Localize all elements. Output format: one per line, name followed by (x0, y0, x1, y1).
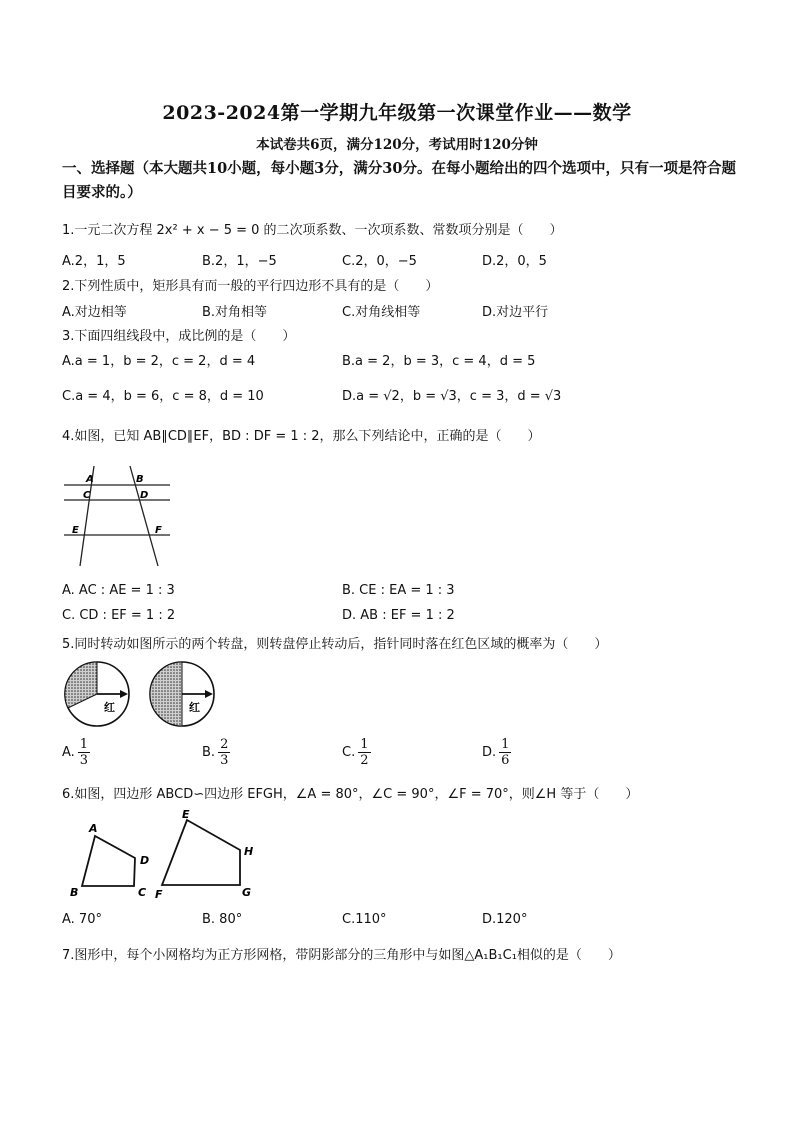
fig6-label-b: B (70, 886, 79, 899)
page-subtitle: 本试卷共6页，满分120分，考试用时120分钟 (256, 137, 538, 153)
fig6-label-c: C (138, 886, 147, 899)
question-7-stem: 7.图形中，每个小网格均为正方形网格，带阴影部分的三角形中与如图△A₁B₁C₁相似的是（ ） (62, 948, 621, 963)
fig4-label-a: A (86, 474, 94, 485)
q4-option-d: D. AB : EF = 1 : 2 (342, 608, 455, 623)
q2-option-d: D.对边平行 (482, 305, 549, 320)
spinner-1-label: 红 (104, 701, 115, 714)
q1-option-d: D.2，0，5 (482, 254, 547, 269)
q6-option-c: C.110° (342, 912, 387, 927)
section-heading: 一、选择题（本大题共10小题，每小题3分，满分30分。在每小题给出的四个选项中，只有一项是符合题目要求的。） (62, 160, 736, 201)
q5-option-b: B. $\frac{2}{3}$ (202, 737, 229, 768)
q2-option-a: A.对边相等 (62, 305, 127, 320)
q3-option-c: C.a = 4，b = 6，c = 8，d = 10 (62, 389, 264, 404)
spinners-figure (62, 660, 220, 730)
q3-option-a: A.a = 1，b = 2，c = 2，d = 4 (62, 354, 256, 369)
fig6-label-d: D (140, 854, 150, 867)
quadrilaterals-figure (62, 806, 272, 904)
q3-option-b: B.a = 2，b = 3，c = 4，d = 5 (342, 354, 536, 369)
q2-option-c: C.对角线相等 (342, 305, 421, 320)
question-4-stem: 4.如图，已知 AB∥CD∥EF，BD : DF = 1 : 2，那么下列结论中，正确的是（ ） (62, 429, 541, 444)
question-1-stem: 1.一元二次方程 2x² + x − 5 = 0 的二次项系数、一次项系数、常数项分别是（ ） (62, 223, 563, 238)
question-5-stem: 5.同时转动如图所示的两个转盘，则转盘停止转动后，指针同时落在红色区域的概率为（ ） (62, 637, 608, 652)
q5-option-c: C. $\frac{1}{2}$ (342, 737, 369, 768)
q5-option-a: A. $\frac{1}{3}$ (62, 737, 89, 768)
fig4-label-f: F (155, 525, 162, 536)
q4-option-c: C. CD : EF = 1 : 2 (62, 608, 176, 623)
q1-option-b: B.2，1，−5 (202, 254, 277, 269)
q6-option-b: B. 80° (202, 912, 243, 927)
fig6-label-e: E (182, 808, 190, 821)
q6-option-a: A. 70° (62, 912, 102, 927)
fig6-label-h: H (244, 845, 254, 858)
fig4-label-e: E (72, 525, 79, 536)
fig6-label-g: G (242, 886, 252, 899)
q3-option-d: D.a = √2，b = √3，c = 3，d = √3 (342, 389, 562, 404)
fig4-label-b: B (136, 474, 144, 485)
q1-option-c: C.2，0，−5 (342, 254, 417, 269)
fig4-label-d: D (140, 490, 149, 501)
fig6-label-f: F (155, 888, 163, 901)
question-2-stem: 2.下列性质中，矩形具有而一般的平行四边形不具有的是（ ） (62, 279, 439, 294)
q1-option-a: A.2，1，5 (62, 254, 126, 269)
q4-option-a: A. AC : AE = 1 : 3 (62, 583, 175, 598)
spinner-2-label: 红 (189, 701, 200, 714)
fig6-label-a: A (89, 822, 98, 835)
fig4-label-c: C (83, 490, 91, 501)
spinner-1 (65, 662, 129, 726)
question-3-stem: 3.下面四组线段中，成比例的是（ ） (62, 329, 296, 344)
q4-option-b: B. CE : EA = 1 : 3 (342, 583, 455, 598)
q5-option-d: D. $\frac{1}{6}$ (482, 737, 510, 768)
q6-option-d: D.120° (482, 912, 528, 927)
parallel-lines-figure (62, 462, 174, 570)
page-title: 2023-2024第一学期九年级第一次课堂作业——数学 (162, 102, 632, 124)
q2-option-b: B.对角相等 (202, 305, 268, 320)
question-6-stem: 6.如图，四边形 ABCD∽四边形 EFGH，∠A = 80°，∠C = 90°，∠F = 70°，则∠H 等于（ ） (62, 787, 639, 802)
spinner-2 (150, 662, 214, 726)
